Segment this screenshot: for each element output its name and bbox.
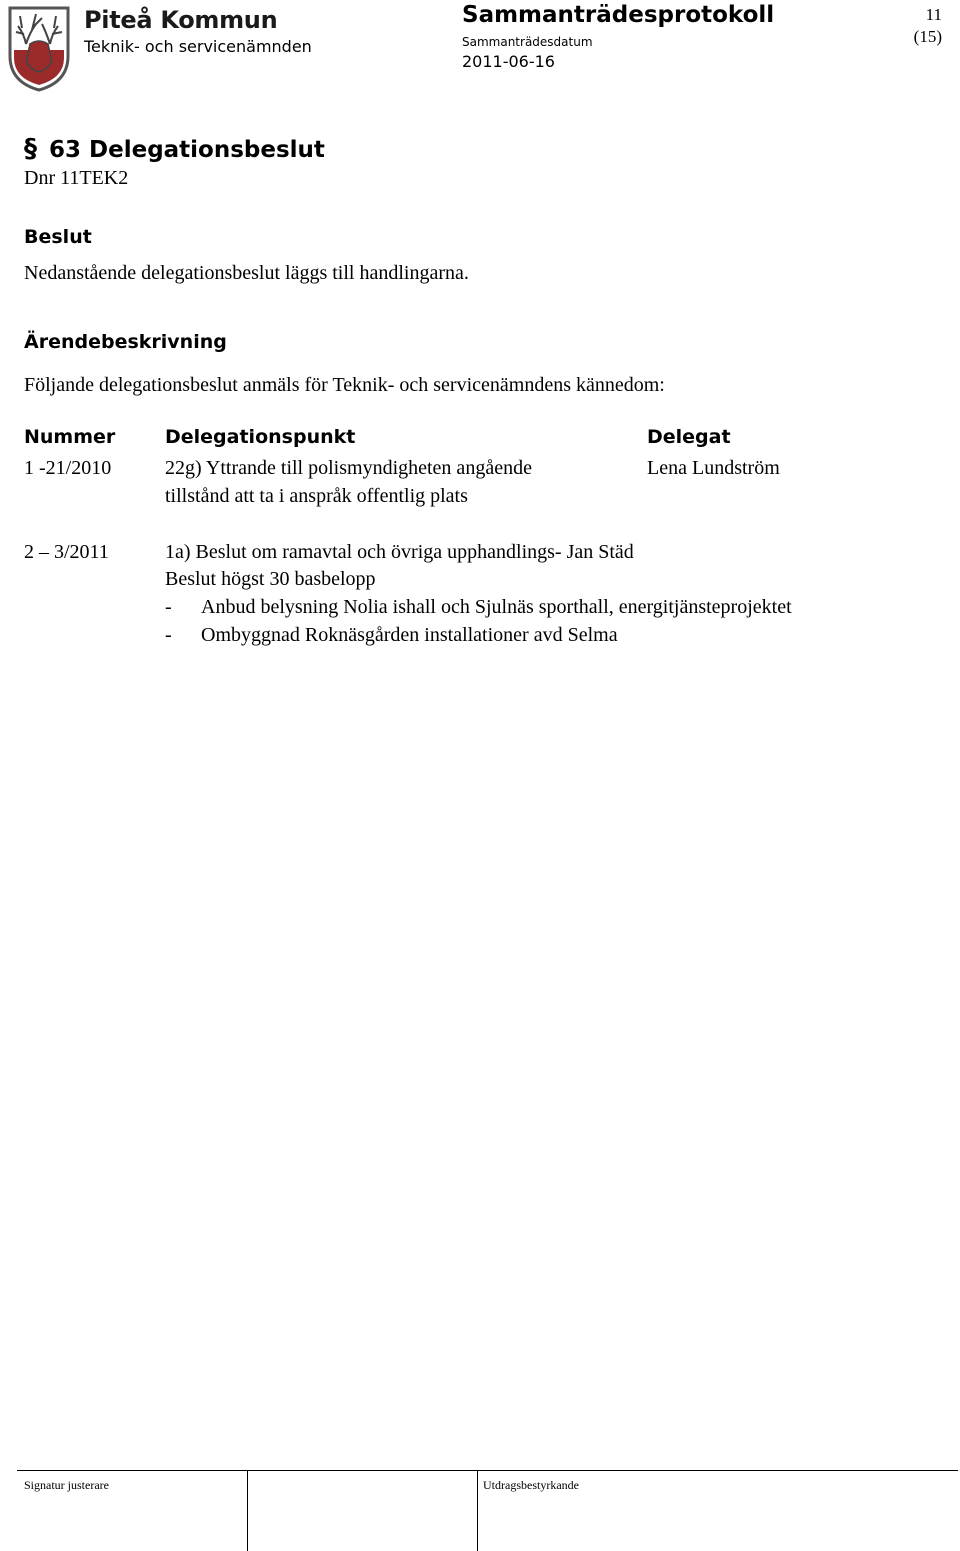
meeting-date: 2011-06-16 — [462, 52, 555, 71]
row-1-delegation-point-line: 22g) Yttrande till polismyndigheten angående — [165, 457, 532, 479]
decision-heading: Beslut — [24, 226, 92, 248]
section-title — [24, 134, 325, 164]
case-description-text: Följande delegationsbeslut anmäls för Teknik- och servicenämndens kännedom: — [24, 374, 665, 396]
page-number — [914, 4, 942, 48]
row-2-number: 2 – 3/2011 — [24, 541, 109, 563]
row-1-delegation-point-line: tillstånd att ta i anspråk offentlig plats — [165, 485, 468, 507]
row-2-sub-item — [165, 624, 618, 647]
document-type: Sammanträdesprotokoll — [462, 2, 775, 28]
paragraph-sign: § — [24, 134, 37, 164]
board-name: Teknik- och servicenämnden — [84, 37, 312, 56]
footer-divider — [17, 1470, 958, 1471]
column-header-delegate: Delegat — [647, 426, 731, 448]
section-title-text: 63 Delegationsbeslut — [49, 137, 325, 163]
page-total: (15) — [913, 27, 942, 46]
case-number: Dnr 11TEK2 — [24, 167, 129, 189]
column-header-delegation-point: Delegationspunkt — [165, 426, 356, 448]
footer-column-divider — [247, 1470, 248, 1551]
list-dash: - — [165, 596, 172, 618]
row-1-number: 1 -21/2010 — [24, 457, 112, 479]
row-2-delegation-point-line: 1a) Beslut om ramavtal och övriga upphandlings- Jan Städ — [165, 541, 634, 563]
list-dash: - — [165, 624, 172, 646]
reindeer-coat-of-arms-icon — [6, 4, 72, 92]
case-description-heading: Ärendebeskrivning — [24, 331, 227, 353]
extract-certification-label: Utdragsbestyrkande — [483, 1478, 579, 1492]
sub-item-text: Anbud belysning Nolia ishall och Sjulnäs sporthall, energitjänsteprojektet — [201, 596, 792, 618]
decision-text: Nedanstående delegationsbeslut läggs till handlingarna. — [24, 262, 469, 284]
page-current: 11 — [925, 5, 942, 24]
row-1-delegate: Lena Lundström — [647, 457, 780, 479]
row-2-delegation-point-line: Beslut högst 30 basbelopp — [165, 568, 376, 590]
footer-column-divider — [477, 1470, 478, 1551]
column-header-number: Nummer — [24, 426, 116, 448]
row-2-sub-item — [165, 596, 792, 619]
sub-item-text: Ombyggnad Roknäsgården installationer avd Selma — [201, 624, 618, 646]
organization-name: Piteå Kommun — [84, 6, 278, 34]
signature-field-label: Signatur justerare — [24, 1478, 109, 1492]
meeting-date-label: Sammanträdesdatum — [462, 35, 593, 49]
